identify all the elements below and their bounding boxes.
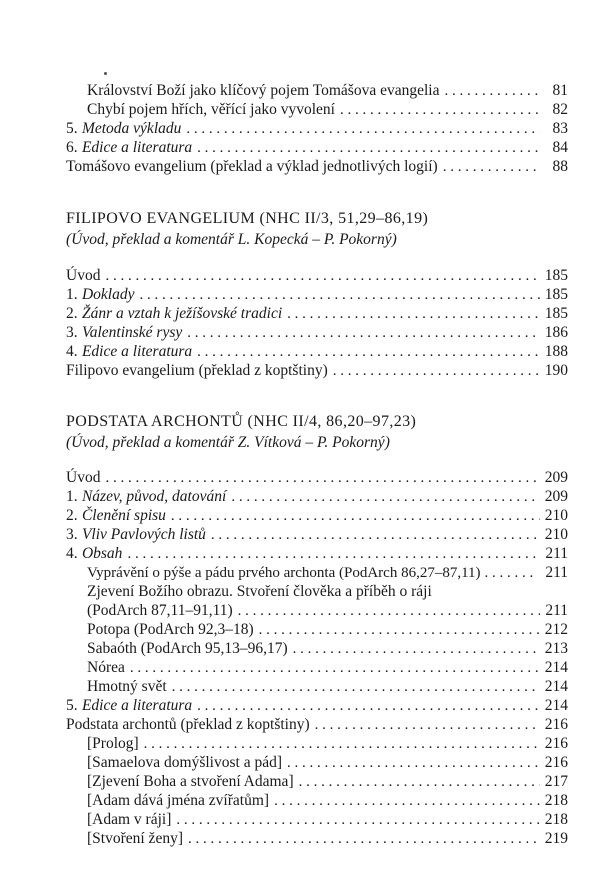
section-title: PODSTATA ARCHONTŮ (NHC II/4, 86,20–97,23) <box>66 413 417 430</box>
entry-label: [Stvoření ženy] <box>87 830 183 847</box>
entry-label: [Prolog] <box>87 735 139 752</box>
toc-subentry[interactable] <box>87 677 568 697</box>
dot-leader <box>197 342 540 362</box>
dot-leader <box>144 734 540 754</box>
entry-page: 217 <box>544 773 568 790</box>
entry-page: 185 <box>544 267 568 284</box>
dot-leader <box>211 525 540 545</box>
section-title: FILIPOVO EVANGELIUM (NHC II/3, 51,29–86,19) <box>66 210 429 227</box>
entry-label: [Adam dává jména zvířatům] <box>87 792 270 809</box>
entry-label: Úvod <box>66 469 101 486</box>
dot-leader <box>287 753 540 773</box>
entry-page: 212 <box>544 621 568 638</box>
toc-entry[interactable] <box>66 304 568 324</box>
entry-label: [Samaelova domýšlivost a pád] <box>87 754 282 771</box>
entry-label: Doklady <box>81 286 135 303</box>
entry-page: 82 <box>552 101 568 118</box>
entry-number: 1. <box>66 488 78 505</box>
entry-page: 81 <box>552 82 568 99</box>
entry-page: 218 <box>544 792 568 809</box>
entry-label: Obsah <box>81 545 123 562</box>
entry-page: 185 <box>544 305 568 322</box>
entry-label: Úvod <box>66 267 101 284</box>
toc-subentry[interactable] <box>87 734 568 754</box>
toc-entry[interactable] <box>66 506 568 526</box>
entry-label: Edice a literatura <box>81 343 193 360</box>
toc-entry[interactable] <box>87 100 568 120</box>
entry-label: Tomášovo evangelium (překlad a výklad jednotlivých logií) <box>66 158 438 175</box>
entry-page: 210 <box>544 507 568 524</box>
dot-leader <box>105 266 540 286</box>
dot-leader <box>231 487 540 507</box>
dot-leader <box>238 601 540 621</box>
print-speck <box>104 72 107 75</box>
dot-leader <box>139 285 540 305</box>
toc-entry[interactable] <box>66 544 568 564</box>
toc-entry[interactable] <box>66 157 568 177</box>
dot-leader <box>171 506 540 526</box>
toc-subentry[interactable] <box>87 620 568 640</box>
entry-number: 5. <box>66 697 78 714</box>
entry-label: Edice a literatura <box>81 139 193 156</box>
toc-entry[interactable] <box>66 138 568 158</box>
entry-label: Potopa (PodArch 92,3–18) <box>87 621 254 638</box>
entry-page: 216 <box>544 754 568 771</box>
entry-page: 186 <box>544 324 568 341</box>
entry-label: Království Boží jako klíčový pojem Tomášova evangelia <box>87 82 440 99</box>
entry-number: 1. <box>66 286 78 303</box>
dot-leader <box>333 361 540 381</box>
entry-label: Podstata archontů (překlad z koptštiny) <box>66 716 310 733</box>
toc-entry[interactable] <box>66 487 568 507</box>
toc-subentry[interactable] <box>87 563 568 583</box>
dot-leader <box>186 119 540 139</box>
toc-subentry[interactable] <box>87 829 568 849</box>
toc-entry[interactable] <box>66 715 568 735</box>
entry-label: Filipovo evangelium (překlad z koptštiny) <box>66 362 328 379</box>
toc-entry[interactable] <box>66 468 568 488</box>
dot-leader <box>444 81 540 101</box>
entry-label: Valentinské rysy <box>81 324 183 341</box>
dot-leader <box>172 677 540 697</box>
entry-label: Hmotný svět <box>87 678 167 695</box>
entry-number: 2. <box>66 305 78 322</box>
dot-leader <box>443 157 540 177</box>
entry-label: Edice a literatura <box>81 697 193 714</box>
entry-page: 190 <box>544 362 568 379</box>
toc-entry[interactable] <box>66 525 568 545</box>
dot-leader <box>287 304 540 324</box>
entry-label: Žánr a vztah k ježíšovské tradici <box>81 305 283 322</box>
entry-number: 2. <box>66 507 78 524</box>
toc-subentry[interactable] <box>87 810 568 830</box>
entry-page: 84 <box>552 139 568 156</box>
toc-entry[interactable] <box>66 696 568 716</box>
entry-page: 211 <box>545 564 568 581</box>
entry-page: 219 <box>544 830 568 847</box>
entry-number: 6. <box>66 139 78 156</box>
entry-page: 216 <box>544 716 568 733</box>
entry-page: 209 <box>544 469 568 486</box>
toc-subentry[interactable] <box>87 639 568 659</box>
toc-entry[interactable] <box>66 266 568 286</box>
entry-page: 210 <box>544 526 568 543</box>
dot-leader <box>340 100 540 120</box>
dot-leader <box>315 715 540 735</box>
toc-entry[interactable] <box>66 342 568 362</box>
entry-label: (PodArch 87,11–91,11) <box>87 602 233 619</box>
entry-label: [Zjevení Boha a stvoření Adama] <box>87 773 294 790</box>
entry-page: 214 <box>544 678 568 695</box>
entry-label: Název, původ, datování <box>81 488 227 505</box>
entry-label: Členění spisu <box>81 507 166 524</box>
entry-page: 211 <box>545 545 568 562</box>
toc-entry[interactable] <box>66 119 568 139</box>
entry-label: Sabaóth (PodArch 95,13–96,17) <box>87 640 288 657</box>
entry-number: 5. <box>66 120 78 137</box>
entry-page: 213 <box>544 640 568 657</box>
toc-subentry[interactable] <box>87 601 568 621</box>
entry-label: Vyprávění o pýše a pádu prvého archonta (PodArch 86,27–87,11) <box>87 565 481 581</box>
toc-subentry[interactable] <box>87 791 568 811</box>
section-subtitle: (Úvod, překlad a komentář L. Kopecká – P. Pokorný) <box>66 231 397 248</box>
entry-page: 216 <box>544 735 568 752</box>
entry-label: Vliv Pavlových listů <box>81 526 206 543</box>
entry-page: 218 <box>544 811 568 828</box>
entry-page: 88 <box>552 158 568 175</box>
entry-label: Metoda výkladu <box>81 120 182 137</box>
entry-number: 3. <box>66 526 78 543</box>
entry-page: 83 <box>552 120 568 137</box>
dot-leader <box>105 468 540 488</box>
dot-leader <box>299 772 540 792</box>
entry-label: Chybí pojem hřích, věřící jako vyvolení <box>87 101 335 118</box>
dot-leader <box>197 138 540 158</box>
entry-page: 214 <box>544 697 568 714</box>
dot-leader <box>130 658 540 678</box>
toc-subentry[interactable] <box>87 772 568 792</box>
section-subtitle: (Úvod, překlad a komentář Z. Vítková – P. Pokorný) <box>66 434 390 451</box>
toc-entry[interactable] <box>66 361 568 381</box>
entry-page: 185 <box>544 286 568 303</box>
toc-entry[interactable] <box>66 323 568 343</box>
dot-leader <box>187 323 540 343</box>
entry-page: 188 <box>544 343 568 360</box>
entry-page: 211 <box>545 602 568 619</box>
dot-leader <box>176 810 540 830</box>
toc-subentry[interactable] <box>87 658 568 678</box>
toc-entry[interactable] <box>87 81 568 101</box>
dot-leader <box>197 696 540 716</box>
dot-leader <box>485 563 538 583</box>
entry-page: 209 <box>544 488 568 505</box>
entry-page: 214 <box>544 659 568 676</box>
dot-leader <box>259 620 540 640</box>
entry-label: Nórea <box>87 659 125 676</box>
dot-leader <box>127 544 540 564</box>
entry-number: 3. <box>66 324 78 341</box>
entry-number: 4. <box>66 343 78 360</box>
dot-leader <box>274 791 540 811</box>
toc-entry[interactable] <box>66 285 568 305</box>
entry-number: 4. <box>66 545 78 562</box>
toc-subentry[interactable] <box>87 753 568 773</box>
dot-leader <box>293 639 540 659</box>
toc-subentry-line: Zjevení Božího obrazu. Stvoření člověka a příběh o ráji <box>87 583 432 600</box>
entry-label: [Adam v ráji] <box>87 811 172 828</box>
dot-leader <box>188 829 540 849</box>
